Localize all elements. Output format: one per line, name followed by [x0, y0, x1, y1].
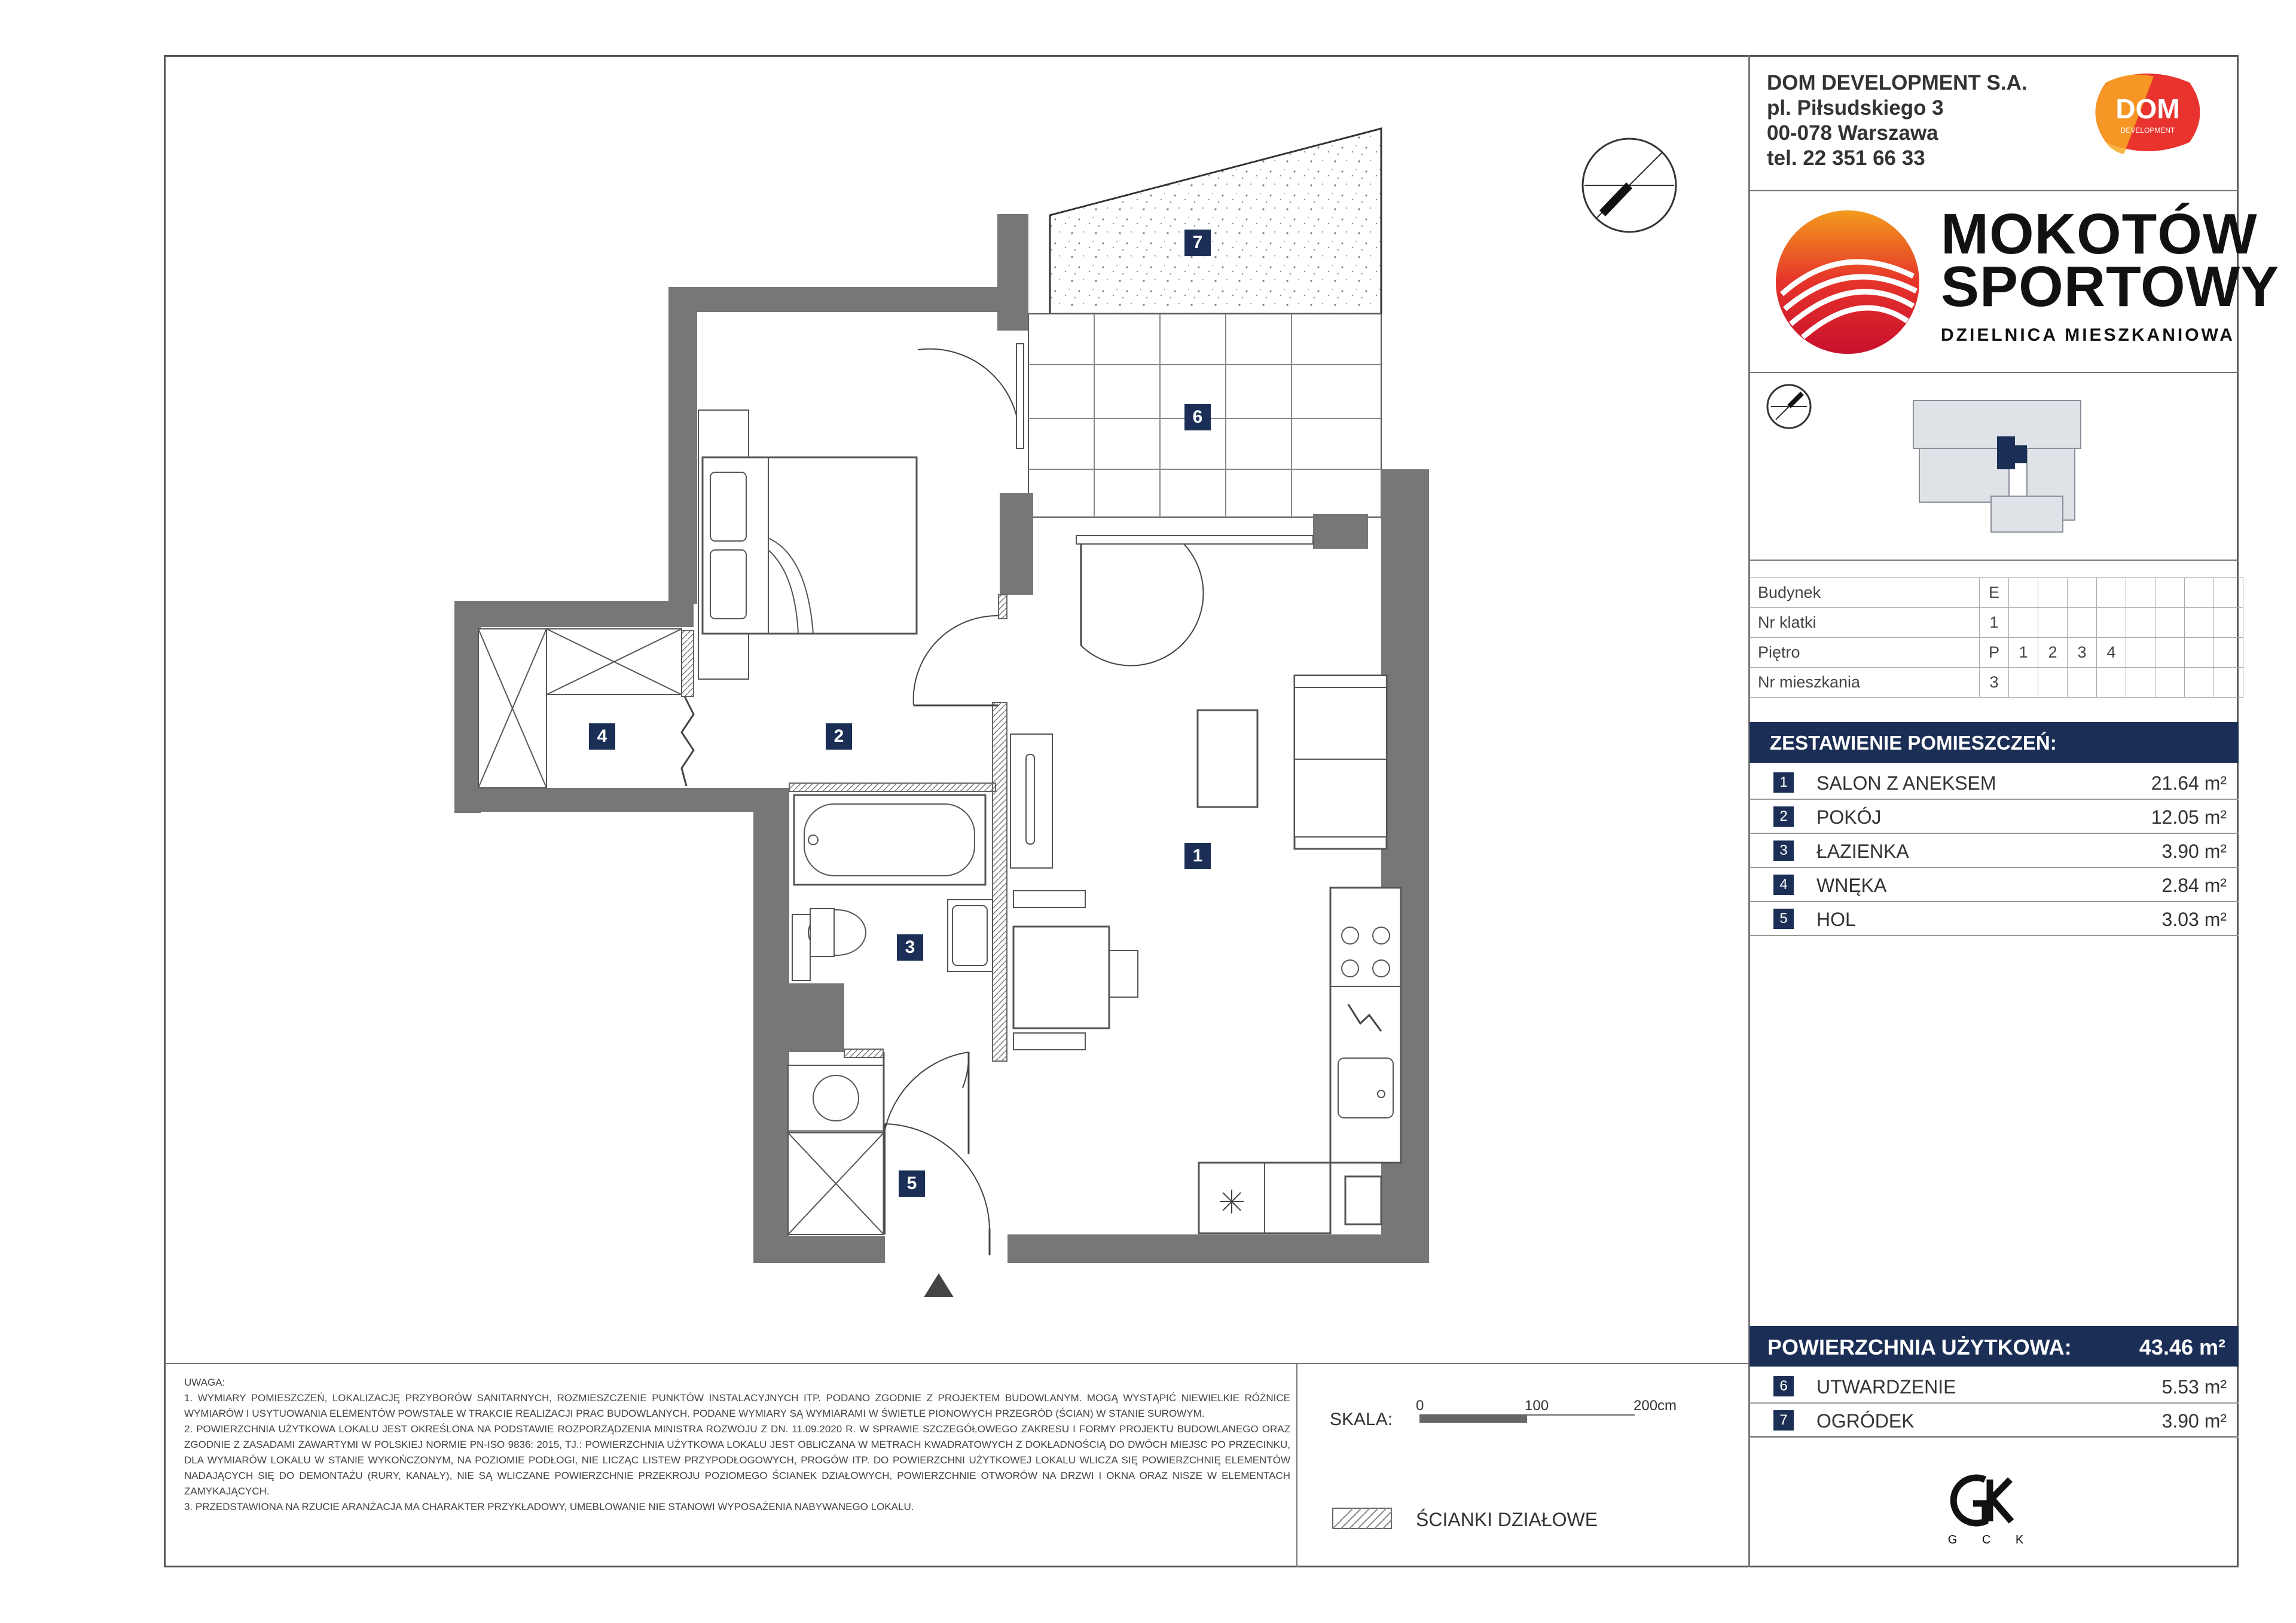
- floor-option: 3: [2068, 638, 2097, 668]
- key-plan-icon: [1907, 395, 2087, 538]
- row-apartment: [1750, 668, 2243, 698]
- panel-divider: [1748, 372, 2239, 373]
- plan-label-7: 7: [1184, 230, 1211, 256]
- staircase-label: Nr klatki: [1750, 608, 1980, 638]
- room-name: ŁAZIENKA: [1816, 840, 1909, 862]
- table-cell: [2155, 638, 2185, 668]
- table-cell: [2126, 668, 2155, 698]
- row-building: [1750, 578, 2243, 608]
- table-cell: [2155, 578, 2185, 608]
- room-area: 21.64 m²: [2151, 772, 2227, 794]
- room-row: [1750, 833, 2239, 868]
- rooms-header: [1750, 722, 2239, 763]
- room-name: OGRÓDEK: [1816, 1410, 1915, 1432]
- dom-logo-text: DOM: [2115, 93, 2180, 124]
- row-floor: [1750, 638, 2243, 668]
- scale-tick-200: 200cm: [1634, 1398, 1677, 1414]
- building-label: Budynek: [1750, 578, 1980, 608]
- room-name: WNĘKA: [1816, 875, 1887, 896]
- room-num: 7: [1773, 1410, 1794, 1431]
- table-cell: [2038, 578, 2068, 608]
- table-cell: [2097, 578, 2126, 608]
- note-2: 2. POWIERZCHNIA UŻYTKOWA LOKALU JEST OKREŚLONA NA PODSTAWIE ROZPORZĄDZENIA MINISTRA ROZWOJU Z DN. 11.09.2020 R. W SPRAWIE SZCZEGÓŁOWEGO ZAKRESU I FORMY PROJEKTU BUDOWLANEGO ORAZ ZGODNIE Z ZASADAMI ZAWARTYMI W POLSKIEJ NORMIE PN-ISO 9836: 2015, TJ.: POWIERZCHNIA UŻYTKOWA LOKALU JEST OBLICZANA W METRACH KWADRATOWYCH Z DOKŁADNOŚCIĄ DO DWÓCH MIEJSC PO PRZECINKU, DLA WYMIARÓW LOKALU W STANIE WYKOŃCZONYM, NA POZIOMIE PODŁOGI, NIE LICZĄC LISTEW PRZYPODŁOGOWYCH, PROGÓW ITP. DO POWIERZCHNI UŻYTKOWEJ LOKALU WLICZA SIĘ POWIERZCHNIĘ ELEMENTÓW NADAJĄCYCH SIĘ DO DEMONTAŻU (RURY, KANAŁY), NIE SĄ WLICZANE POWIERZCHNIE PRZEKROJU POZIOMEGO ŚCIANEK DZIAŁOWYCH, POWIERZCHNIE OTWORÓW NA DRZWI I OKNA ORAZ NISZE W ELEMENTACH ZAMYKAJĄCYCH.: [184, 1423, 1290, 1497]
- table-cell: [2126, 638, 2155, 668]
- dom-development-logo: [2088, 71, 2208, 157]
- floor-option: 2: [2038, 638, 2068, 668]
- room-name: SALON Z ANEKSEM: [1816, 772, 1996, 794]
- room-area: 3.90 m²: [2161, 1410, 2227, 1432]
- brand-title: [1941, 202, 2280, 319]
- room-num: 1: [1773, 772, 1794, 793]
- notes-divider: [164, 1363, 1748, 1364]
- table-cell: [2038, 668, 2068, 698]
- table-cell: [2009, 608, 2038, 638]
- table-cell: [2155, 608, 2185, 638]
- note-1: 1. WYMIARY POMIESZCZEŃ, LOKALIZACJĘ PRZYBORÓW SANITARNYCH, ROZMIESZCZENIE PUNKTÓW INSTALACYJNYCH ITP. PODANO ZGODNIE Z PROJEKTEM BUDOWLANYM. MOGĄ WYSTĄPIĆ NIEWIELKIE RÓŻNICE WYMIARÓW I USYTUOWANIA ELEMENTÓW POWSTAŁE W TRAKCIE REALIZACJI PRAC BUDOWLANYCH. PODANE WYMIARY SĄ WYMIARAMI W ŚWIETLE PIONOWYCH PRZEGRÓD (ŚCIAN) W STANIE SUROWYM.: [184, 1392, 1290, 1419]
- table-cell: [2009, 668, 2038, 698]
- floor-option: 4: [2097, 638, 2126, 668]
- table-cell: [2068, 608, 2097, 638]
- partition-legend-swatch: [1332, 1508, 1392, 1529]
- notes-block: [184, 1375, 1290, 1515]
- brand-line1: MOKOTÓW: [1941, 202, 2258, 266]
- usable-area-value: 43.46 m²: [2139, 1335, 2225, 1359]
- apartment-value: 3: [1980, 668, 2009, 698]
- scale-tick-100: 100: [1525, 1398, 1549, 1414]
- company-street: pl. Piłsudskiego 3: [1767, 96, 1944, 120]
- table-cell: [2126, 578, 2155, 608]
- floor-option: 1: [2009, 638, 2038, 668]
- north-arrow-icon: [1578, 135, 1680, 236]
- table-cell: [2214, 668, 2243, 698]
- plan-label-2: 2: [826, 723, 852, 750]
- floor-value: P: [1980, 638, 2009, 668]
- table-cell: [2126, 608, 2155, 638]
- plan-label-1: 1: [1184, 843, 1211, 869]
- row-staircase: [1750, 608, 2243, 638]
- extra-row: [1750, 1403, 2239, 1438]
- panel-divider: [1748, 190, 2239, 191]
- room-area: 3.90 m²: [2161, 840, 2227, 862]
- gck-letters: G C K: [1947, 1533, 2035, 1546]
- table-cell: [2214, 608, 2243, 638]
- scale-bar-empty: [1527, 1414, 1635, 1423]
- scale-bar-filled: [1419, 1414, 1527, 1423]
- room-row: [1750, 799, 2239, 834]
- table-cell: [2068, 578, 2097, 608]
- rooms-header-label: ZESTAWIENIE POMIESZCZEŃ:: [1770, 732, 2057, 754]
- extra-row: [1750, 1369, 2239, 1404]
- room-num: 3: [1773, 840, 1794, 861]
- usable-area-bar: [1750, 1326, 2239, 1367]
- floor-plan: [419, 120, 1734, 1327]
- table-cell: [2038, 608, 2068, 638]
- notes-title: UWAGA:: [184, 1377, 225, 1388]
- partition-legend-label: ŚCIANKI DZIAŁOWE: [1416, 1509, 1598, 1530]
- notes-divider-vertical: [1296, 1363, 1297, 1567]
- plan-label-3: 3: [897, 934, 923, 961]
- room-name: POKÓJ: [1816, 806, 1882, 828]
- company-name: DOM DEVELOPMENT S.A.: [1767, 71, 2028, 94]
- room-num: 6: [1773, 1376, 1794, 1396]
- table-cell: [2185, 668, 2214, 698]
- table-cell: [2214, 638, 2243, 668]
- company-info: [1767, 71, 2028, 171]
- company-city: 00-078 Warszawa: [1767, 121, 1938, 145]
- table-cell: [2185, 638, 2214, 668]
- brand-line2: SPORTOWY: [1941, 255, 2280, 319]
- room-area: 12.05 m²: [2151, 806, 2227, 828]
- usable-area-label: POWIERZCHNIA UŻYTKOWA:: [1767, 1335, 2072, 1359]
- scale-tick-0: 0: [1416, 1398, 1424, 1414]
- note-3: 3. PRZEDSTAWIONA NA RZUCIE ARANŻACJA MA CHARAKTER PRZYKŁADOWY, UMEBLOWANIE NIE STANOWI WYPOSAŻENIA NABYWANEGO LOKALU.: [184, 1501, 914, 1512]
- plan-label-5: 5: [899, 1170, 925, 1197]
- room-row: [1750, 867, 2239, 902]
- gck-logo: [1943, 1471, 2039, 1548]
- compass-small-icon: [1765, 383, 1813, 430]
- room-area: 3.03 m²: [2161, 909, 2227, 930]
- table-cell: [2097, 668, 2126, 698]
- company-phone: tel. 22 351 66 33: [1767, 146, 1925, 170]
- room-row: [1750, 901, 2239, 936]
- room-row: [1750, 765, 2239, 800]
- panel-divider: [1748, 560, 2239, 561]
- location-table: [1750, 577, 2243, 698]
- floor-label: Piętro: [1750, 638, 1980, 668]
- table-cell: [2097, 608, 2126, 638]
- apartment-label: Nr mieszkania: [1750, 668, 1980, 698]
- building-value: E: [1980, 578, 2009, 608]
- staircase-value: 1: [1980, 608, 2009, 638]
- room-num: 2: [1773, 806, 1794, 827]
- table-cell: [2009, 578, 2038, 608]
- plan-label-6: 6: [1184, 404, 1211, 430]
- dom-logo-sub: DEVELOPMENT: [2120, 126, 2175, 135]
- plan-label-4: 4: [589, 723, 615, 750]
- scale-label: SKALA:: [1330, 1410, 1393, 1429]
- table-cell: [2214, 578, 2243, 608]
- room-area: 5.53 m²: [2161, 1376, 2227, 1398]
- room-num: 4: [1773, 875, 1794, 895]
- table-cell: [2068, 668, 2097, 698]
- table-cell: [2155, 668, 2185, 698]
- table-cell: [2185, 608, 2214, 638]
- room-num: 5: [1773, 909, 1794, 929]
- table-cell: [2185, 578, 2214, 608]
- room-name: HOL: [1816, 909, 1856, 930]
- brand-subtitle: DZIELNICA MIESZKANIOWA: [1941, 325, 2235, 345]
- room-area: 2.84 m²: [2161, 875, 2227, 896]
- room-name: UTWARDZENIE: [1816, 1376, 1956, 1398]
- mokotow-sportowy-logo: [1770, 204, 1925, 360]
